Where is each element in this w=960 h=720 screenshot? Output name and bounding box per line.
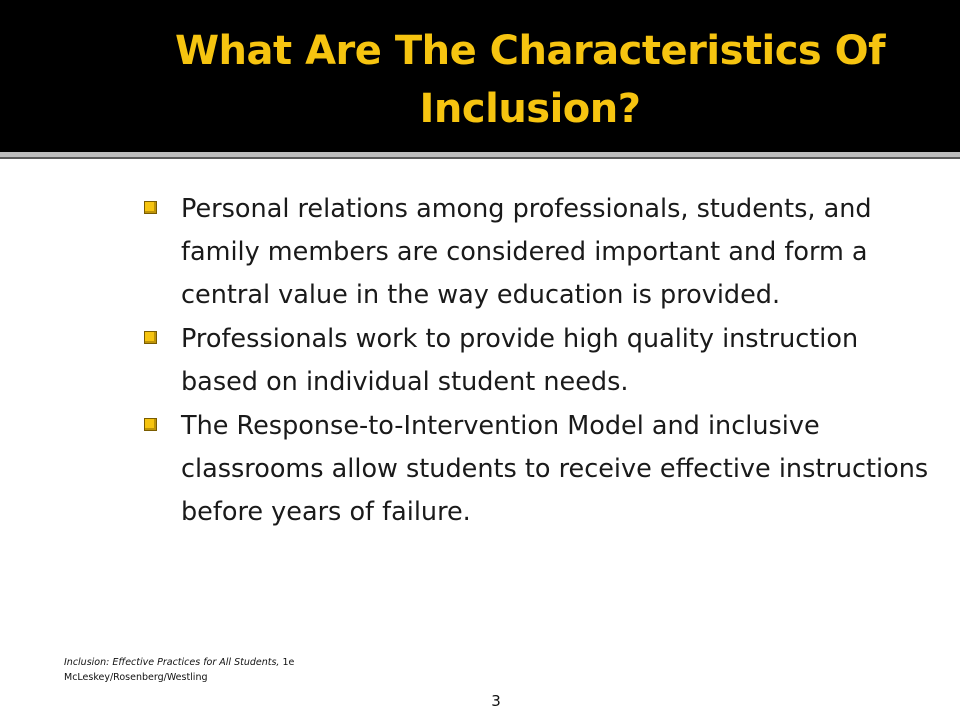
citation-book-title: Inclusion: Effective Practices for All Students, [64,657,280,668]
square-bullet-icon [144,201,157,214]
square-bullet-icon [144,331,157,344]
bullet-text: The Response-to-Intervention Model and inclusive classrooms allow students to receive effective instructions before years of failure. [181,411,929,527]
square-bullet-icon [144,418,157,431]
slide-title: What Are The Characteristics Of Inclusion? [174,28,886,132]
citation [64,655,294,685]
bullet-text: Professionals work to provide high quality instruction based on individual student needs. [181,324,859,397]
citation-line-1 [64,655,294,670]
citation-authors: McLeskey/Rosenberg/Westling [64,672,208,683]
header-divider-shadow [0,157,960,159]
page-number: 3 [491,692,501,710]
bullet-item [142,405,942,534]
bullet-item [142,188,942,317]
bullet-item [142,318,942,404]
bullet-text: Personal relations among professionals, students, and family members are considered important and form a central value in the way education is provided. [181,194,872,310]
title-bar [0,0,960,152]
bullet-list [142,188,942,535]
citation-edition: 1e [279,657,295,668]
